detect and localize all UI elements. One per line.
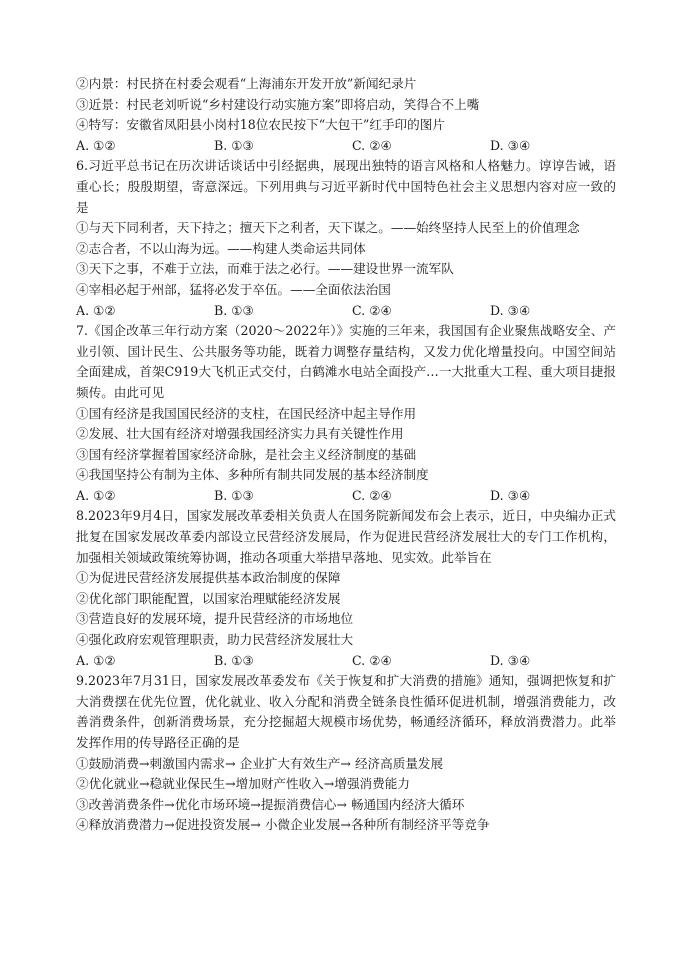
option-b: B. ①③ — [214, 652, 254, 668]
q5-options — [76, 136, 616, 157]
option-a: A. ①② — [76, 487, 116, 503]
option-a: A. ①② — [76, 302, 116, 318]
q8-item-4: ④强化政府宏观管理职责，助力民营经济发展壮大 — [76, 632, 354, 648]
option-c: C. ②④ — [352, 137, 392, 153]
q8-item-3: ③营造良好的发展环境，提升民营经济的市场地位 — [76, 611, 354, 627]
option-c: C. ②④ — [352, 652, 392, 668]
q6-item-1: ①与天下同利者，天下持之；擅天下之利者，天下谋之。——始终坚持人民至上的价值理念 — [76, 220, 580, 236]
q7-item-4: ④我国坚持公有制为主体、多种所有制共同发展的基本经济制度 — [76, 467, 429, 483]
q5-item-4: ④特写：安徽省凤阳县小岗村18位农民按下“大包干”红手印的图片 — [76, 117, 445, 133]
q8-stem: 8.2023年9月4日，国家发展改革委相关负责人在国务院新闻发布会上表示，近日，中央编办正式批复在国家发展改革委内部设立民营经济发展局，作为促进民营经济发展壮大的专门工作机构，加强相关领域政策统筹协调，推动各项重大举措早落地、见实效。此举旨在 — [76, 508, 616, 565]
q8-options — [76, 651, 616, 672]
option-a: A. ①② — [76, 652, 116, 668]
q7-item-2: ②发展、壮大国有经济对增强我国经济实力具有关键性作用 — [76, 426, 404, 442]
q9-item-1: ①鼓励消费→刺激国内需求→ 企业扩大有效生产→ 经济高质量发展 — [76, 755, 444, 771]
q5-item-2: ②内景：村民挤在村委会观看“上海浦东开发开放”新闻纪录片 — [76, 76, 417, 91]
option-a: A. ①② — [76, 137, 116, 153]
option-b: B. ①③ — [214, 302, 254, 318]
q6-item-4: ④宰相必起于州部，猛将必发于卒伍。——全面依法治国 — [76, 281, 391, 297]
option-d: D. ③④ — [490, 487, 531, 503]
q9-item-4: ④释放消费潜力→促进投资发展→ 小微企业发展→各种所有制经济平等竞争 — [76, 817, 490, 833]
option-c: C. ②④ — [352, 302, 392, 318]
q6-options — [76, 301, 616, 322]
q7-options — [76, 486, 616, 507]
option-b: B. ①③ — [214, 487, 254, 503]
q6-stem: 6.习近平总书记在历次讲话谈话中引经据典，展现出独特的语言风格和人格魅力。谆谆告诫，语重心长；殷殷期望，寄意深远。下列用典与习近平新时代中国特色社会主义思想内容对应一致的是 — [76, 158, 616, 215]
option-d: D. ③④ — [490, 652, 531, 668]
q7-stem: 7.《国企改革三年行动方案（2020～2022年）》实施的三年来，我国国有企业聚焦战略安全、产业引领、国计民生、公共服务等功能，既着力调整存量结构，又发力优化增量投向。中国空间站全面建成，首架C919大飞机正式交付，白鹤滩水电站全面投产…一大批重大工程、重大项目捷报频传。由此可见 — [76, 323, 616, 400]
option-c: C. ②④ — [352, 487, 392, 503]
q8-item-1: ①为促进民营经济发展提供基本政治制度的保障 — [76, 570, 341, 586]
q6-item-3: ③天下之事，不难于立法，而难于法之必行。——建设世界一流军队 — [76, 261, 454, 277]
q6-item-2: ②志合者，不以山海为远。——构建人类命运共同体 — [76, 240, 366, 256]
option-d: D. ③④ — [490, 137, 531, 153]
option-b: B. ①③ — [214, 137, 254, 153]
q9-item-2: ②优化就业→稳就业保民生→增加财产性收入→增强消费能力 — [76, 776, 410, 792]
q9-stem: 9.2023年7月31日，国家发展改革委发布《关于恢复和扩大消费的措施》通知，强调把恢复和扩大消费摆在优先位置，优化就业、收入分配和消费全链条良性循环促进机制，增强消费能力，改善消费条件，创新消费场景，充分挖掘超大规模市场优势，畅通经济循环，释放消费潜力。此举发挥作用的传导路径正确的是 — [76, 673, 616, 750]
option-d: D. ③④ — [490, 302, 531, 318]
q5-item-3: ③近景：村民老刘听说“乡村建设行动实施方案”即将启动，笑得合不上嘴 — [76, 96, 480, 112]
q7-item-1: ①国有经济是我国国民经济的支柱，在国民经济中起主导作用 — [76, 405, 417, 421]
exam-page — [76, 74, 616, 836]
q9-item-3: ③改善消费条件→优化市场环境→提振消费信心→ 畅通国内经济大循环 — [76, 796, 465, 812]
q8-item-2: ②优化部门职能配置，以国家治理赋能经济发展 — [76, 590, 341, 606]
q7-item-3: ③国有经济掌握着国家经济命脉，是社会主义经济制度的基础 — [76, 446, 417, 462]
